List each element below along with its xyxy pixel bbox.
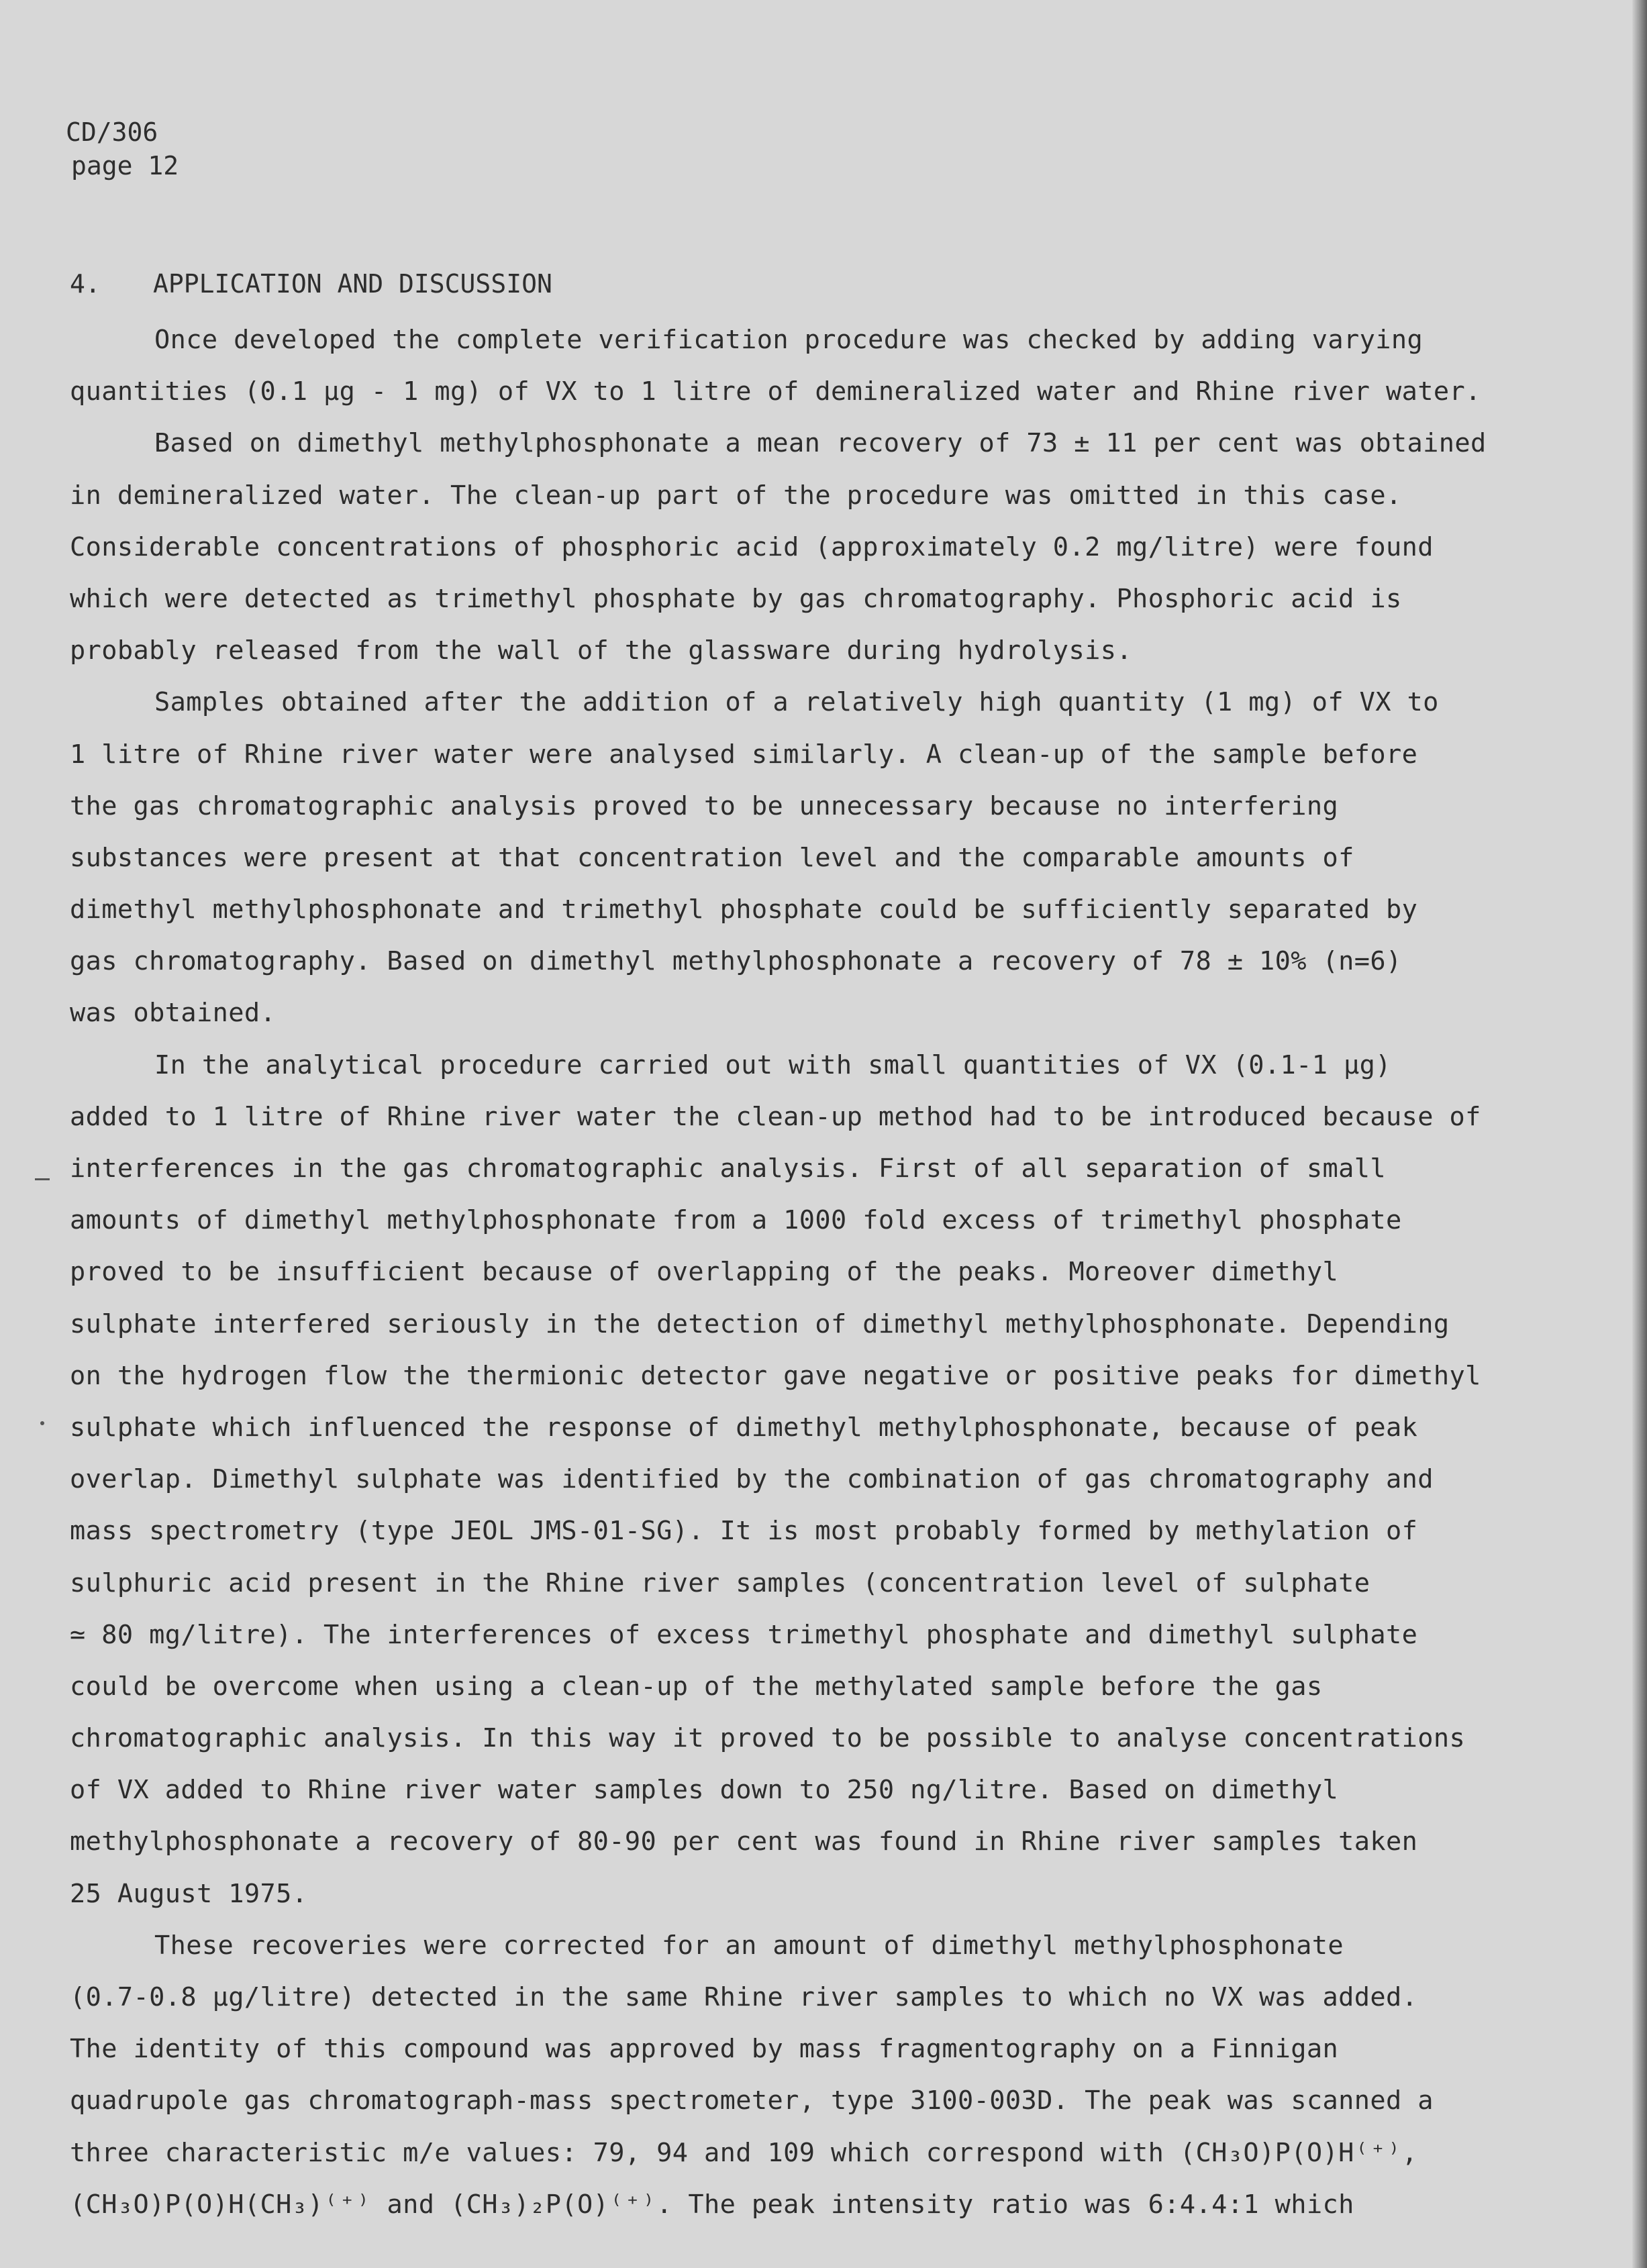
text-line: Samples obtained after the addition of a relatively high quantity (1 mg) of VX to bbox=[154, 687, 1439, 718]
text-line: in demineralized water. The clean-up part of the procedure was omitted in this case. bbox=[70, 480, 1402, 511]
text-line: on the hydrogen flow the thermionic detector gave negative or positive peaks for dimethyl bbox=[70, 1360, 1481, 1391]
text-line: (0.7-0.8 µg/litre) detected in the same Rhine river samples to which no VX was added. bbox=[70, 1982, 1418, 2012]
text-line: dimethyl methylphosphonate and trimethyl phosphate could be sufficiently separated by bbox=[70, 894, 1418, 925]
text-line: 1 litre of Rhine river water were analysed similarly. A clean-up of the sample before bbox=[70, 739, 1418, 770]
page-number: page 12 bbox=[71, 151, 179, 181]
text-line: In the analytical procedure carried out with small quantities of VX (0.1-1 µg) bbox=[154, 1049, 1391, 1080]
text-line: amounts of dimethyl methylphosphonate from a 1000 fold excess of trimethyl phosphate bbox=[70, 1205, 1402, 1236]
text-line: quantities (0.1 µg - 1 mg) of VX to 1 litre of demineralized water and Rhine river water. bbox=[70, 376, 1481, 407]
text-line: gas chromatography. Based on dimethyl methylphosphonate a recovery of 78 ± 10% (n=6) bbox=[70, 946, 1402, 977]
text-line: sulphate which influenced the response of dimethyl methylphosphonate, because of peak bbox=[70, 1412, 1418, 1443]
text-line: mass spectrometry (type JEOL JMS-01-SG). It is most probably formed by methylation of bbox=[70, 1516, 1418, 1547]
text-line: probably released from the wall of the glassware during hydrolysis. bbox=[70, 635, 1132, 666]
margin-mark bbox=[35, 1178, 50, 1180]
section-heading bbox=[70, 267, 552, 301]
text-line: substances were present at that concentration level and the comparable amounts of bbox=[70, 842, 1354, 873]
text-line: Once developed the complete verification procedure was checked by adding varying bbox=[154, 325, 1424, 355]
text-line: The identity of this compound was approved by mass fragmentography on a Finnigan bbox=[70, 2034, 1339, 2065]
text-line: sulphate interfered seriously in the detection of dimethyl methylphosphonate. Depending bbox=[70, 1308, 1450, 1339]
text-line: added to 1 litre of Rhine river water the clean-up method had to be introduced because of bbox=[70, 1101, 1481, 1132]
text-line: chromatographic analysis. In this way it proved to be possible to analyse concentrations bbox=[70, 1723, 1466, 1754]
text-line: three characteristic m/e values: 79, 94 and 109 which correspond with (CH₃O)P(O)H⁽⁺⁾, bbox=[70, 2137, 1418, 2168]
text-line: was obtained. bbox=[70, 998, 277, 1029]
section-title: APPLICATION AND DISCUSSION bbox=[153, 269, 552, 299]
text-line: the gas chromatographic analysis proved to be unnecessary because no interfering bbox=[70, 790, 1339, 821]
document-code: CD/306 bbox=[66, 117, 158, 147]
text-line: could be overcome when using a clean-up of the methylated sample before the gas bbox=[70, 1671, 1323, 1702]
text-line: quadrupole gas chromatograph-mass spectrometer, type 3100-003D. The peak was scanned a bbox=[70, 2085, 1434, 2116]
text-line: sulphuric acid present in the Rhine river samples (concentration level of sulphate bbox=[70, 1567, 1370, 1598]
page-edge-shadow bbox=[1632, 0, 1647, 2268]
text-line: Based on dimethyl methylphosphonate a mean recovery of 73 ± 11 per cent was obtained bbox=[154, 428, 1487, 459]
text-line: 25 August 1975. bbox=[70, 1878, 308, 1909]
text-line: These recoveries were corrected for an amount of dimethyl methylphosphonate bbox=[154, 1930, 1344, 1961]
body-text bbox=[70, 314, 1593, 2230]
page-header bbox=[66, 115, 179, 183]
text-line: Considerable concentrations of phosphoric acid (approximately 0.2 mg/litre) were found bbox=[70, 531, 1434, 562]
margin-mark bbox=[40, 1421, 44, 1425]
text-line: (CH₃O)P(O)H(CH₃)⁽⁺⁾ and (CH₃)₂P(O)⁽⁺⁾. The peak intensity ratio was 6:4.4:1 which bbox=[70, 2189, 1354, 2220]
text-line: ≃ 80 mg/litre). The interferences of excess trimethyl phosphate and dimethyl sulphate bbox=[70, 1619, 1418, 1650]
text-line: which were detected as trimethyl phosphate by gas chromatography. Phosphoric acid is bbox=[70, 583, 1402, 614]
text-line: proved to be insufficient because of overlapping of the peaks. Moreover dimethyl bbox=[70, 1257, 1339, 1288]
section-number: 4. bbox=[70, 269, 101, 299]
text-line: overlap. Dimethyl sulphate was identified by the combination of gas chromatography and bbox=[70, 1464, 1434, 1495]
text-line: interferences in the gas chromatographic analysis. First of all separation of small bbox=[70, 1153, 1386, 1184]
text-line: of VX added to Rhine river water samples down to 250 ng/litre. Based on dimethyl bbox=[70, 1775, 1339, 1806]
text-line: methylphosphonate a recovery of 80-90 per cent was found in Rhine river samples taken bbox=[70, 1826, 1418, 1857]
